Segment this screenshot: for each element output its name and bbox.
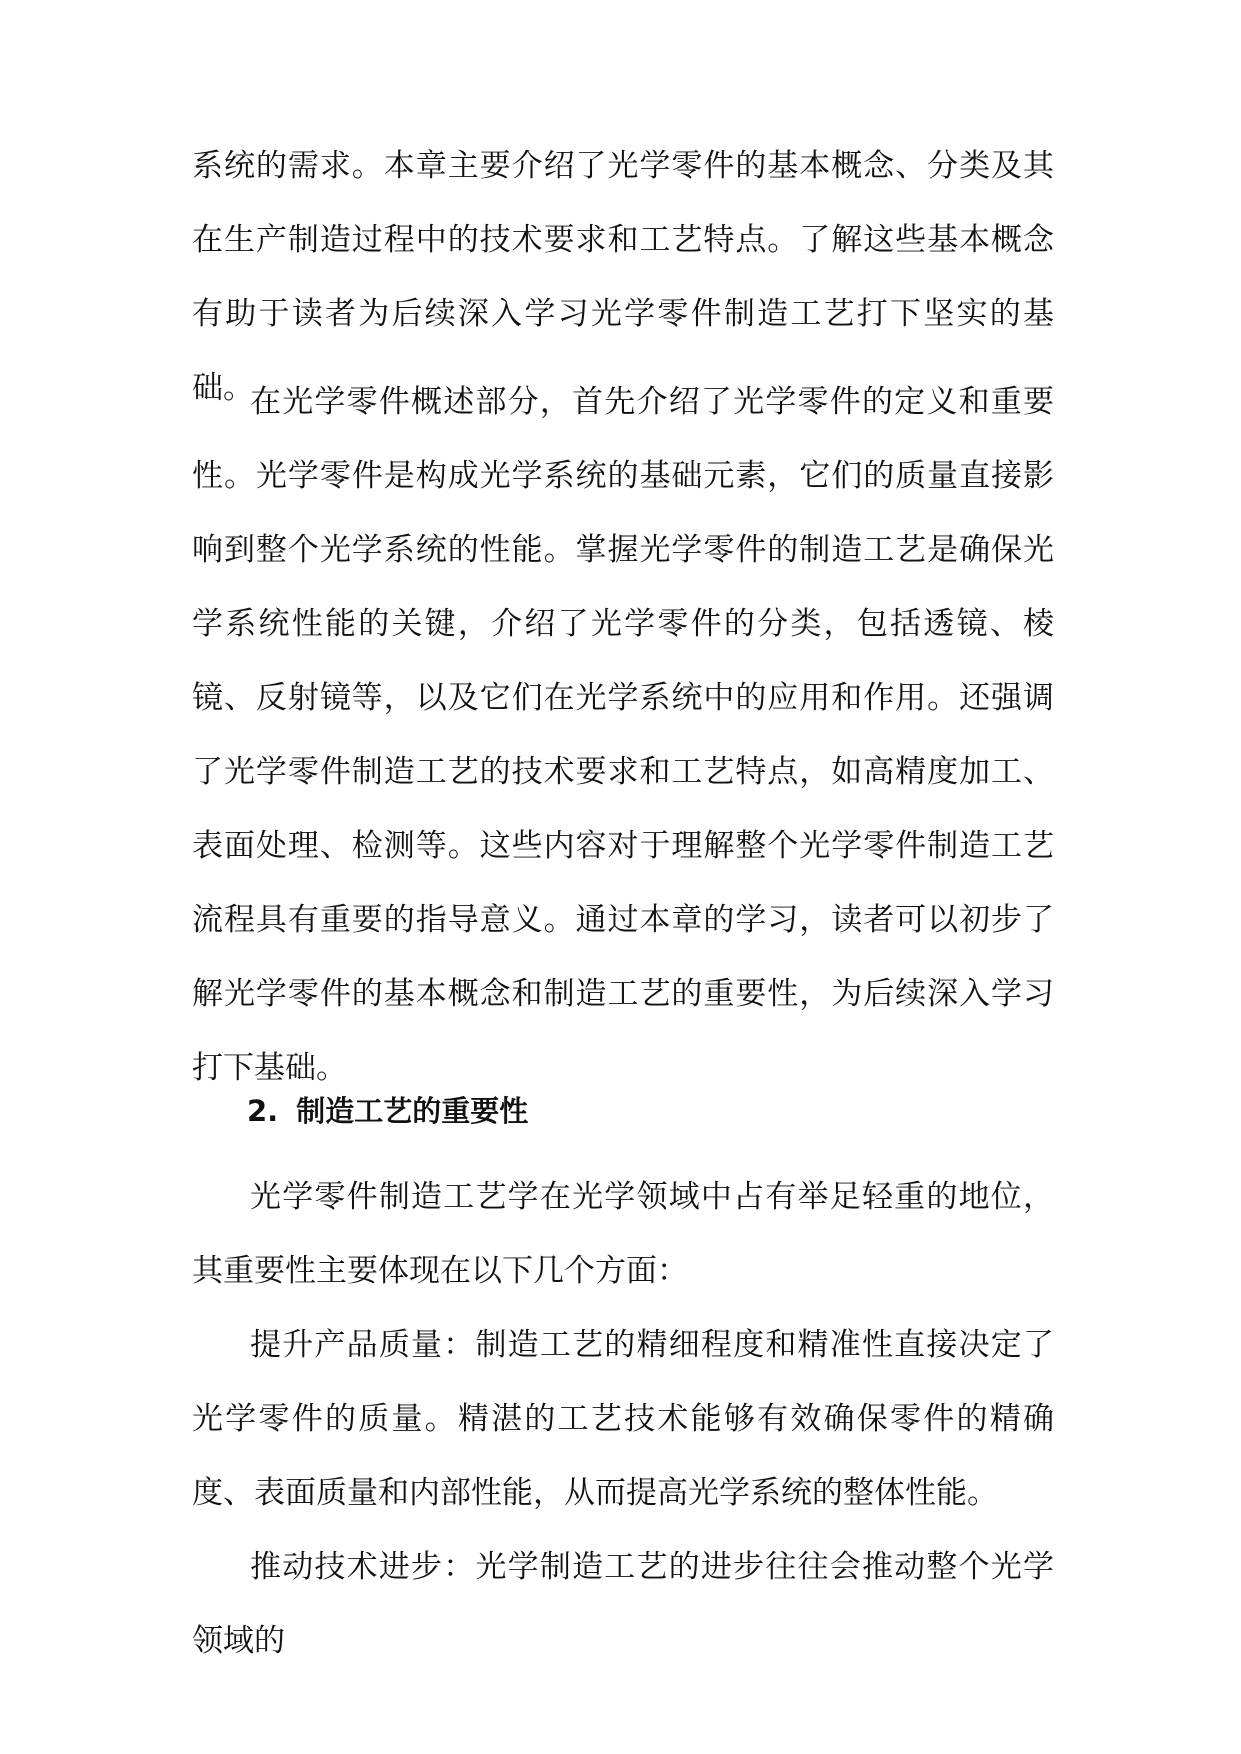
section-number: 2. (247, 1094, 279, 1128)
section-title: 制造工艺的重要性 (296, 1094, 529, 1128)
section-heading (247, 1074, 528, 1148)
paragraph-overview: 在光学零件概述部分，首先介绍了光学零件的定义和重要性。光学零件是构成光学系统的基础元素，它们的质量直接影响到整个光学系统的性能。掌握光学零件的制造工艺是确保光学系统性能的关键，介绍了光学零件的分类，包括透镜、棱镜、反射镜等，以及它们在光学系统中的应用和作用。还强调了光学零件制造工艺的技术要求和工艺特点，如高精度加工、表面处理、检测等。这些内容对于理解整个光学零件制造工艺流程具有重要的指导意义。通过本章的学习，读者可以初步了解光学零件的基本概念和制造工艺的重要性，为后续深入学习打下基础。 (192, 384, 1054, 1086)
paragraph-importance-intro: 光学零件制造工艺学在光学领域中占有举足轻重的地位，其重要性主要体现在以下几个方面： (192, 1179, 1054, 1289)
paragraph-tech-progress: 推动技术进步：光学制造工艺的进步往往会推动整个光学领域的 (192, 1549, 1054, 1659)
paragraph-product-quality: 提升产品质量：制造工艺的精细程度和精准性直接决定了光学零件的质量。精湛的工艺技术能够有效确保零件的精确度、表面质量和内部性能，从而提高光学系统的整体性能。 (192, 1327, 1054, 1511)
paragraph-continuation: 系统的需求。本章主要介绍了光学零件的基本概念、分类及其在生产制造过程中的技术要求和工艺特点。了解这些基本概念有助于读者为后续深入学习光学零件制造工艺打下坚实的基础。 (192, 148, 1054, 406)
